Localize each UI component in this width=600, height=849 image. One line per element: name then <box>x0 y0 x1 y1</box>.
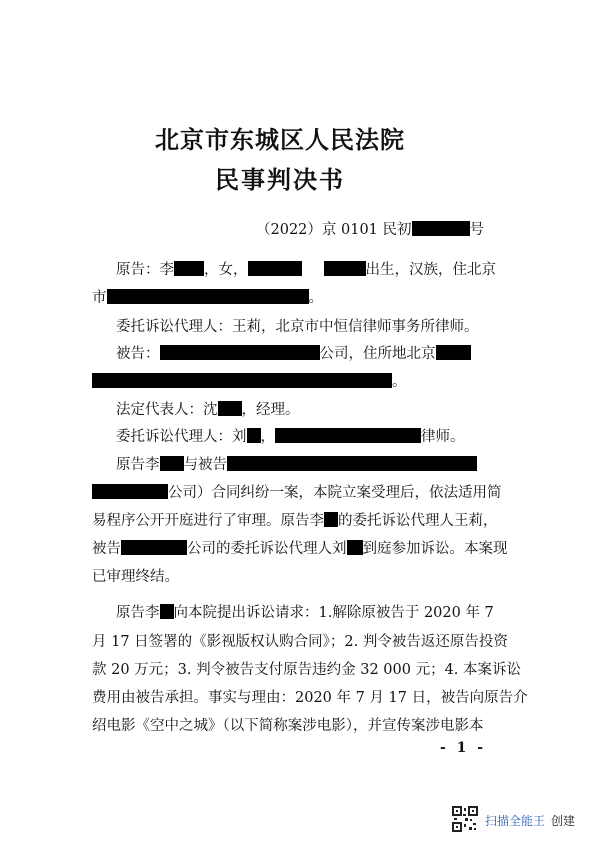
body-line: 已审理终结。 <box>92 569 179 585</box>
case-number <box>256 218 484 239</box>
case-number-suffix: 号 <box>469 222 485 238</box>
text: 委托诉讼代理人：刘 <box>116 429 247 445</box>
scanner-name: 扫描全能王 <box>485 814 546 828</box>
redaction <box>412 221 470 236</box>
redaction <box>92 373 392 388</box>
text: 法定代表人：沈 <box>116 402 218 418</box>
redaction <box>324 512 338 527</box>
text: ， <box>260 429 275 445</box>
text: 公司的委托诉讼代理人刘 <box>187 541 347 557</box>
claims-line: 费用由被告承担。事实与理由：2020 年 7 月 17 日，被告向原告介 <box>92 690 528 706</box>
text: 被告： <box>116 346 160 362</box>
court-name: 北京市东城区人民法院 <box>155 125 405 154</box>
redaction <box>436 345 471 360</box>
redaction <box>275 428 421 443</box>
text: 易程序公开开庭进行了审理。原告李 <box>92 513 324 529</box>
plaintiff-agent-line: 委托诉讼代理人：王莉，北京市中恒信律师事务所律师。 <box>116 319 479 335</box>
redaction <box>227 456 477 471</box>
claims-line <box>116 601 494 622</box>
text: 。 <box>308 290 323 306</box>
body-line <box>92 509 498 530</box>
redaction <box>160 604 174 619</box>
claims-line: 月 17 日签署的《影视版权认购合同》；2. 判令被告返还原告投资 <box>92 634 508 650</box>
scanner-watermark <box>485 812 575 829</box>
plaintiff-line <box>116 258 496 279</box>
redaction <box>248 261 302 276</box>
claims-line: 绍电影《空中之城》（以下简称案涉电影），并宣传案涉电影本 <box>92 718 484 734</box>
text: 。 <box>392 374 407 390</box>
text: 的委托诉讼代理人王莉， <box>338 513 498 529</box>
scanner-action: 创建 <box>551 814 576 828</box>
redaction <box>160 345 320 360</box>
defendant-line <box>116 342 471 363</box>
redaction <box>247 428 261 443</box>
body-line <box>92 481 502 502</box>
text: 原告：李 <box>116 262 174 278</box>
text: 与被告 <box>183 457 227 473</box>
text: 向本院提出诉讼请求：1.解除原被告于 2020 年 7 <box>173 605 494 621</box>
redaction <box>160 456 184 471</box>
text: 律师。 <box>421 429 465 445</box>
defendant-address-line <box>92 370 407 391</box>
case-number-prefix: （2022）京 0101 民初 <box>256 222 412 238</box>
redaction <box>347 540 363 555</box>
qr-code-icon <box>452 806 478 832</box>
redaction <box>107 289 309 304</box>
text: ，经理。 <box>241 402 300 418</box>
document-type: 民事判决书 <box>215 165 345 194</box>
page-number: - 1 - <box>440 740 487 756</box>
body-line <box>116 453 477 474</box>
redaction <box>121 540 187 555</box>
redaction <box>92 484 168 499</box>
text: ，女， <box>204 262 248 278</box>
claims-line: 款 20 万元；3. 判令被告支付原告违约金 32 000 元；4. 本案诉讼 <box>92 662 522 678</box>
plaintiff-address-line <box>92 286 323 307</box>
text: 被告 <box>92 541 121 557</box>
text: 市 <box>92 290 107 306</box>
legal-rep-line <box>116 398 300 419</box>
text: 原告李 <box>116 457 160 473</box>
text: 原告李 <box>116 605 160 621</box>
redaction <box>174 261 204 276</box>
body-line <box>92 537 508 558</box>
redaction <box>218 401 242 416</box>
text: 到庭参加诉讼。本案现 <box>362 541 508 557</box>
defendant-agent-line <box>116 425 465 446</box>
text: 公司，住所地北京 <box>319 346 436 362</box>
text: 公司）合同纠纷一案，本院立案受理后，依法适用简 <box>168 485 502 501</box>
redaction <box>324 261 366 276</box>
text: 出生，汉族，住北京 <box>365 262 496 278</box>
